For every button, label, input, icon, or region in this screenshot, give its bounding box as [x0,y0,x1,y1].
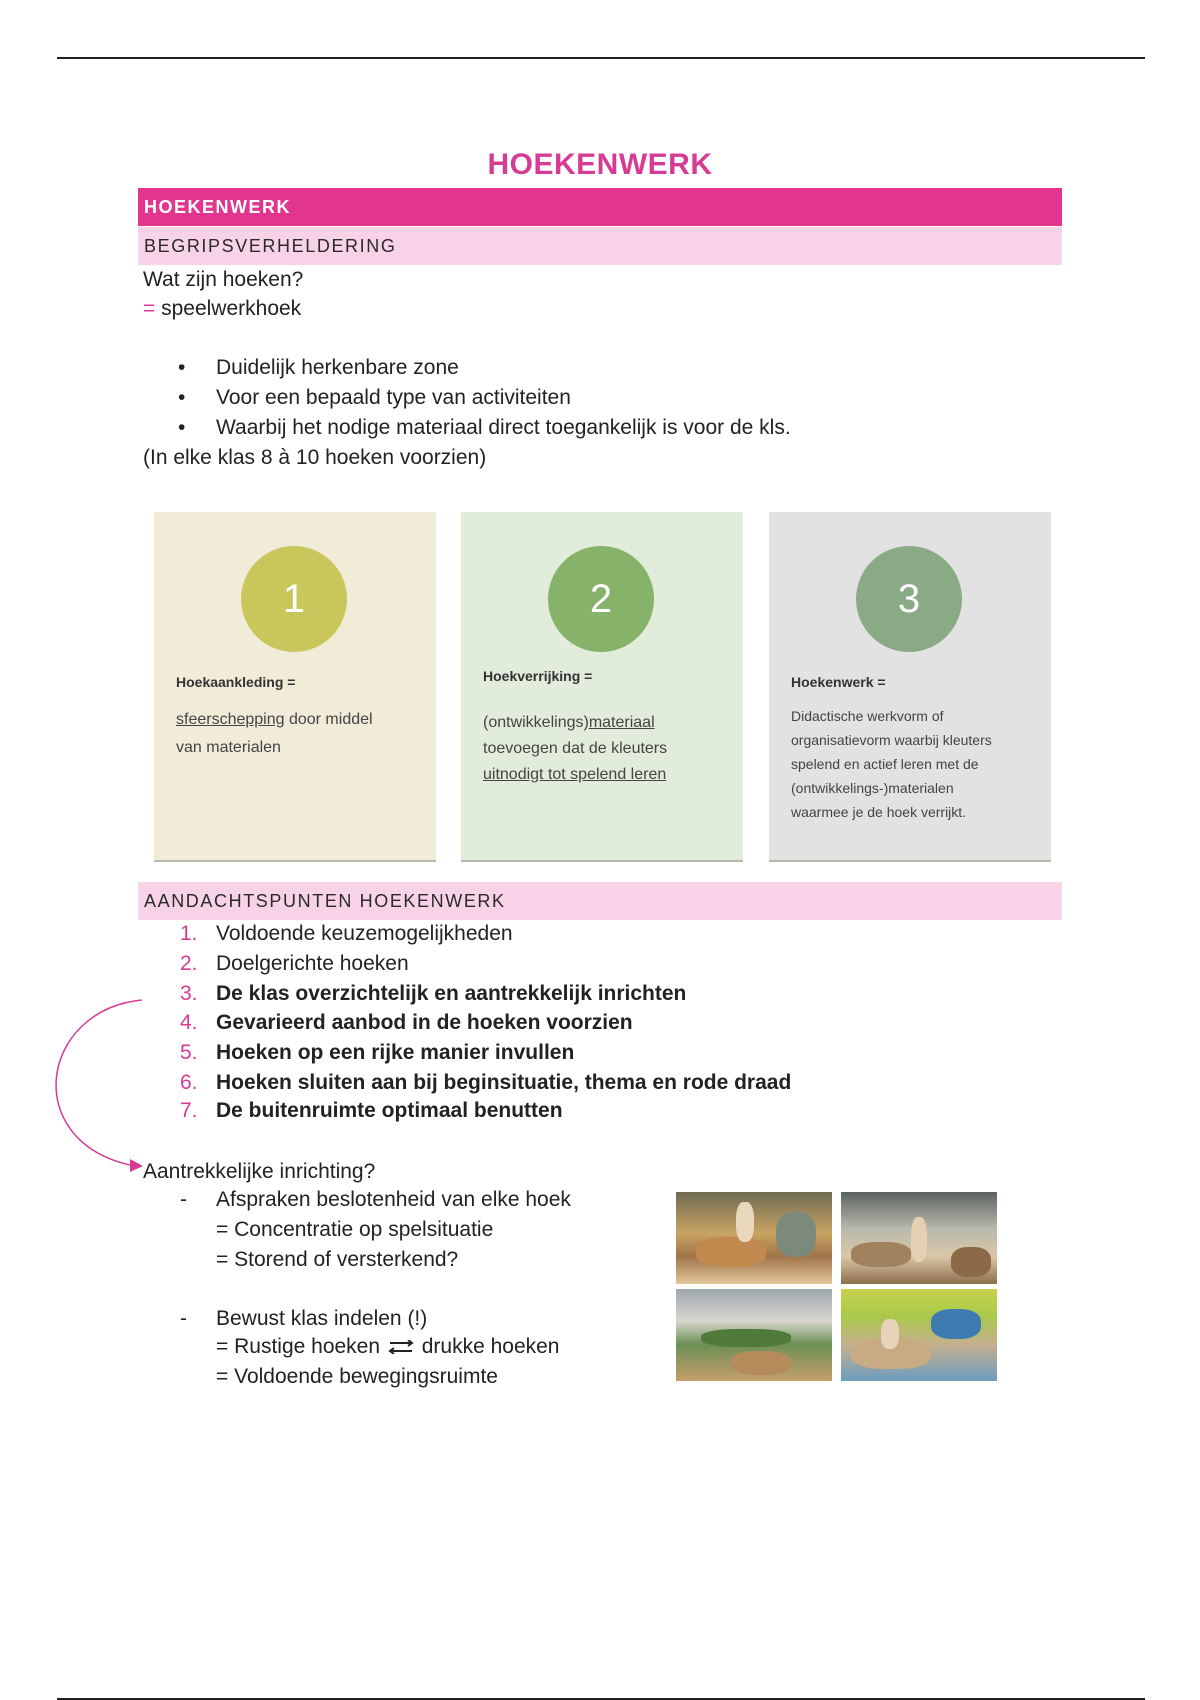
list-number: 5. [180,1041,198,1064]
top-rule [57,57,1145,59]
question-text: Wat zijn hoeken? [143,268,304,291]
bullet-item: Duidelijk herkenbare zone [216,356,459,379]
card-text: Didactische werkvorm of [791,708,944,724]
equals-sign: = [143,297,156,320]
card-number-badge: 1 [241,546,347,652]
card-heading: Hoekenwerk = [791,674,886,690]
card-hoekenwerk [769,512,1051,862]
list-number: 3. [180,982,198,1005]
card-text: (ontwikkelings) [483,714,589,731]
card-body [176,706,426,762]
bullet-item: Voor een bepaald type van activiteiten [216,386,571,409]
dash-marker: - [180,1307,187,1330]
bullet-icon: • [178,356,186,379]
classroom-photo [676,1192,832,1284]
card-hoekverrijking [461,512,743,862]
inrichting-point: Afspraken beslotenheid van elke hoek [216,1188,571,1211]
list-item: De klas overzichtelijk en aantrekkelijk inrichten [216,982,687,1005]
list-number: 2. [180,952,198,975]
list-item: Hoeken op een rijke manier invullen [216,1041,575,1064]
card-text: waarmee je de hoek verrijkt. [791,804,967,820]
underlined-term: sfeerschepping [176,711,285,728]
list-item: Gevarieerd aanbod in de hoeken voorzien [216,1011,633,1034]
dash-marker: - [180,1188,187,1211]
list-number: 1. [180,922,198,945]
card-heading: Hoekaankleding = [176,674,296,690]
inrichting-subpoint: = Voldoende bewegingsruimte [216,1365,498,1388]
bullet-icon: • [178,416,186,439]
subpoint-text: drukke hoeken [415,1335,560,1358]
bidirectional-arrow-icon [386,1340,416,1354]
note-text: (In elke klas 8 à 10 hoeken voorzien) [143,446,487,469]
underlined-term: uitnodigt tot spelend leren [483,766,667,783]
card-text: toevoegen dat de kleuters [483,740,668,757]
underlined-term: materiaal [588,714,655,731]
list-number: 7. [180,1099,198,1122]
card-number-badge: 3 [856,546,962,652]
inrichting-point: Bewust klas indelen (!) [216,1307,428,1330]
inrichting-subpoint [216,1335,560,1359]
card-text: van materialen [176,739,281,756]
card-text: (ontwikkelings-)materialen [791,780,954,796]
card-text: organisatievorm waarbij kleuters [791,732,992,748]
list-number: 4. [180,1011,198,1034]
subsection-bar-begripsverheldering: BEGRIPSVERHELDERING [138,227,1062,265]
classroom-photo [676,1289,832,1381]
bullet-icon: • [178,386,186,409]
card-text: door middel [284,711,373,728]
subpoint-text: = Rustige hoeken [216,1335,381,1358]
list-item: Voldoende keuzemogelijkheden [216,922,513,945]
section-bar-hoekenwerk: HOEKENWERK [138,188,1062,226]
classroom-photo [841,1192,997,1284]
card-body [791,704,1041,824]
inrichting-subpoint: = Concentratie op spelsituatie [216,1218,494,1241]
card-text: spelend en actief leren met de [791,756,979,772]
list-item: Hoeken sluiten aan bij beginsituatie, thema en rode draad [216,1071,792,1094]
definition-line [143,297,301,321]
curved-arrow-icon [30,990,160,1180]
definition-text: speelwerkhoek [155,297,302,320]
list-item: De buitenruimte optimaal benutten [216,1099,563,1122]
card-heading: Hoekverrijking = [483,668,593,684]
list-item: Doelgerichte hoeken [216,952,409,975]
bullet-item: Waarbij het nodige materiaal direct toegankelijk is voor de kls. [216,416,791,439]
card-number-badge: 2 [548,546,654,652]
inrichting-subpoint: = Storend of versterkend? [216,1248,459,1271]
list-number: 6. [180,1071,198,1094]
classroom-photo [841,1289,997,1381]
inrichting-question: Aantrekkelijke inrichting? [143,1160,376,1183]
card-body [483,710,733,788]
subsection-bar-aandachtspunten: AANDACHTSPUNTEN HOEKENWERK [138,882,1062,920]
card-hoekaankleding [154,512,436,862]
page-title: HOEKENWERK [487,148,713,181]
